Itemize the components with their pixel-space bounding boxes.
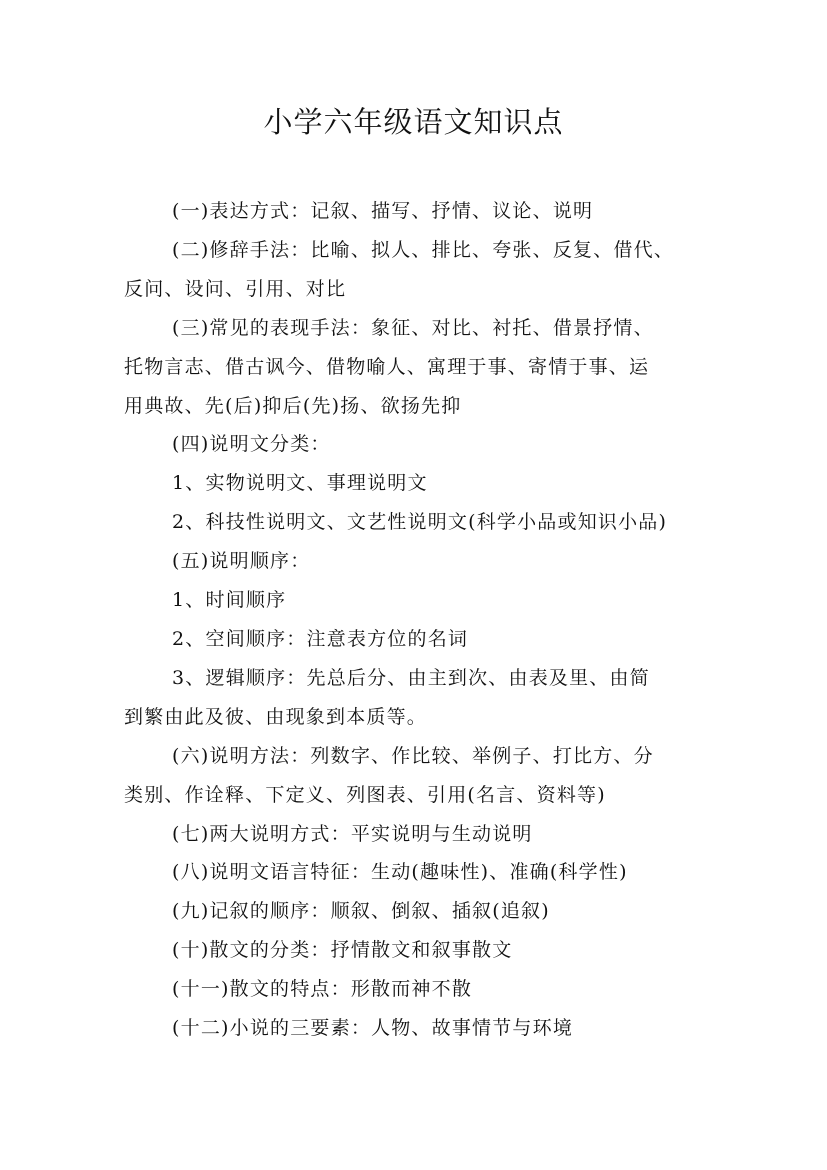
paragraph <box>124 464 716 503</box>
paragraph <box>124 659 716 737</box>
document-body <box>124 192 716 1048</box>
paragraph-line: (八)说明文语言特征：生动(趣味性)、准确(科学性) <box>172 861 628 884</box>
paragraph <box>124 853 716 892</box>
paragraph <box>124 620 716 659</box>
paragraph <box>124 931 716 970</box>
paragraph-line: (七)两大说明方式：平实说明与生动说明 <box>172 822 533 845</box>
paragraph-line: (十一)散文的特点：形散而神不散 <box>172 978 473 1001</box>
paragraph-line: 2、科技性说明文、文艺性说明文(科学小品或知识小品) <box>172 511 668 534</box>
paragraph-line: 1、时间顺序 <box>172 589 287 612</box>
paragraph-line: 2、空间顺序：注意表方位的名词 <box>172 627 469 650</box>
paragraph-line: (十)散文的分类：抒情散文和叙事散文 <box>172 939 513 962</box>
paragraph-line: 反问、设问、引用、对比 <box>124 277 347 300</box>
paragraph-line: (二)修辞手法：比喻、拟人、排比、夸张、反复、借代、 <box>172 238 675 261</box>
paragraph-line: 托物言志、借古讽今、借物喻人、寓理于事、寄情于事、运 <box>124 355 650 378</box>
paragraph-line: 类别、作诠释、下定义、列图表、引用(名言、资料等) <box>124 783 606 806</box>
paragraph <box>124 192 716 231</box>
paragraph <box>124 737 716 815</box>
paragraph-line: (三)常见的表现手法：象征、对比、衬托、借景抒情、 <box>172 316 654 339</box>
paragraph <box>124 542 716 581</box>
paragraph <box>124 231 716 309</box>
paragraph-line: 3、逻辑顺序：先总后分、由主到次、由表及里、由简 <box>172 666 650 689</box>
paragraph <box>124 425 716 464</box>
paragraph-line: (九)记叙的顺序：顺叙、倒叙、插叙(追叙) <box>172 900 550 923</box>
paragraph <box>124 503 716 542</box>
paragraph <box>124 1009 716 1048</box>
paragraph-line: (六)说明方法：列数字、作比较、举例子、打比方、分 <box>172 744 654 767</box>
paragraph-line: 到繁由此及彼、由现象到本质等。 <box>124 705 428 728</box>
document-title: 小学六年级语文知识点 <box>263 105 564 139</box>
paragraph <box>124 581 716 620</box>
paragraph <box>124 815 716 854</box>
paragraph-line: 用典故、先(后)抑后(先)扬、欲扬先抑 <box>124 394 462 417</box>
paragraph-line: 1、实物说明文、事理说明文 <box>172 472 428 495</box>
paragraph-line: (十二)小说的三要素：人物、故事情节与环境 <box>172 1017 574 1040</box>
paragraph-line: (一)表达方式：记叙、描写、抒情、议论、说明 <box>172 200 594 222</box>
paragraph-line: (五)说明顺序： <box>172 550 311 573</box>
paragraph-line: (四)说明文分类： <box>172 433 331 456</box>
paragraph <box>124 892 716 931</box>
paragraph <box>124 970 716 1009</box>
paragraph <box>124 309 716 426</box>
